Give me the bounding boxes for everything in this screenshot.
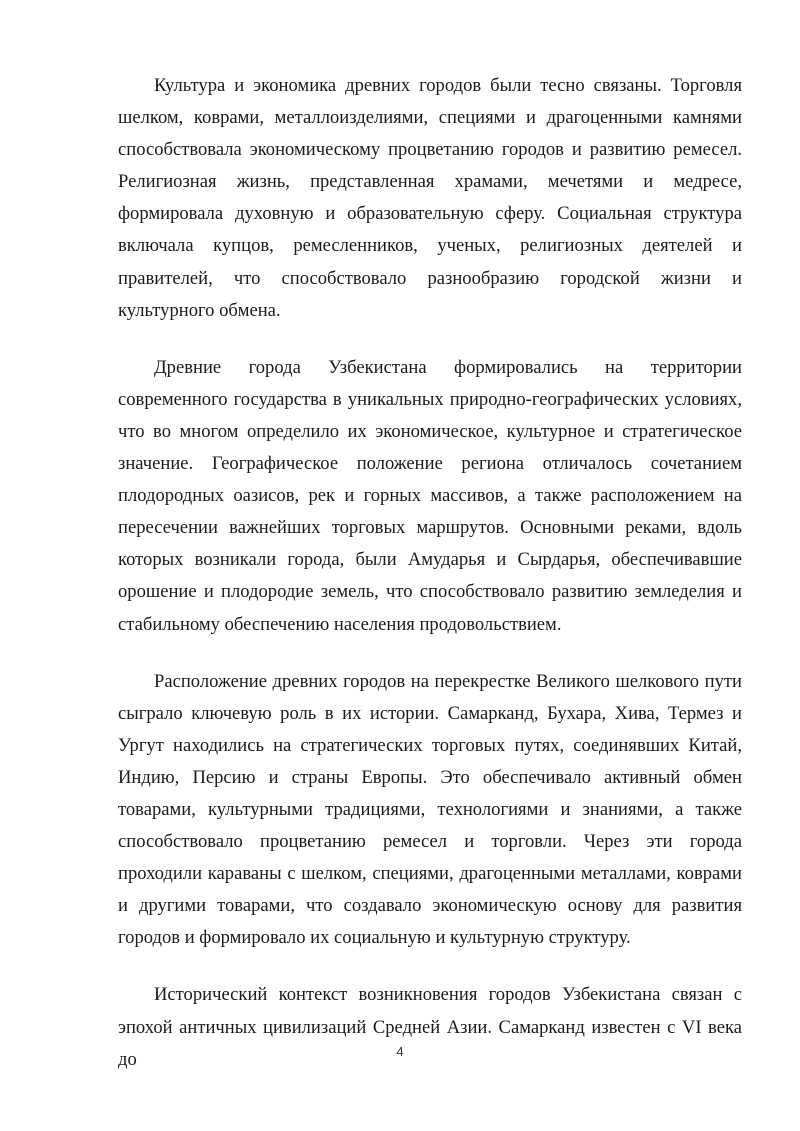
paragraph-geography: Древние города Узбекистана формировались на территории современного государства в уникальных природно-географических условиях, что во многом определило их экономическое, культурное и стратегическое значение. Географическое положение региона отличалось сочетанием плодородных оазисов, рек и горных массивов, а также расположением на пересечении важнейших торговых маршрутов. Основными реками, вдоль которых возникали города, были Амударья и Сырдарья, обеспечивавшие орошение и плодородие земель, что способствовало развитию земледелия и стабильному обеспечению населения продовольствием. [118,356,742,635]
paragraph-silk-road: Расположение древних городов на перекрестке Великого шелкового пути сыграло ключевую роль в их истории. Самарканд, Бухара, Хива, Термез и Ургут находились на стратегических торговых путях, соединявших Китай, Индию, Персию и страны Европы. Это обеспечивало активный обмен товарами, культурными традициями, технологиями и знаниями, а также способствовало процветанию ремесел и торговли. Через эти города проходили караваны с шелком, специями, драгоценными металлами, коврами и другими товарами, что создавало экономическую основу для развития городов и формировало их социальную и культурную структуру. [118,670,742,949]
page-number: 4 [396,1044,404,1059]
page-body [118,70,742,1101]
paragraph-culture-economy: Культура и экономика древних городов были тесно связаны. Торговля шелком, коврами, металлоизделиями, специями и драгоценными камнями способствовала экономическому процветанию городов и развитию ремесел. Религиозная жизнь, представленная храмами, мечетями и медресе, формировала духовную и образовательную сферу. Социальная структура включала купцов, ремесленников, ученых, религиозных деятелей и правителей, что способствовало разнообразию городской жизни и культурного обмена. [118,75,742,321]
paragraph-historical-context: Исторический контекст возникновения городов Узбекистана связан с эпохой античных цивилизаций Средней Азии. Самарканд известен с VI века до [118,984,742,1070]
